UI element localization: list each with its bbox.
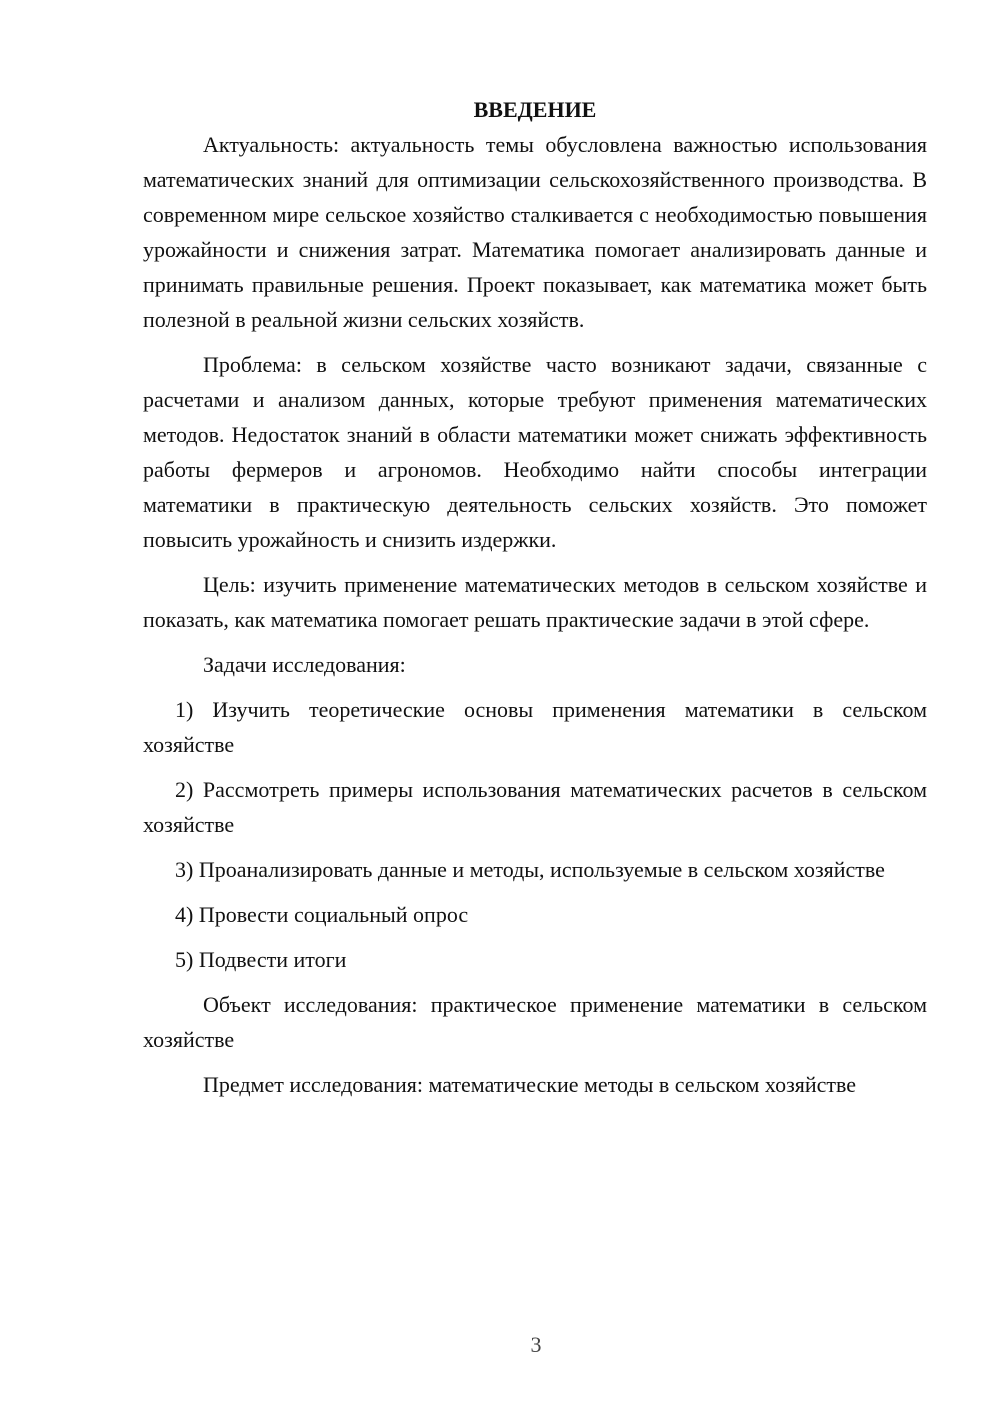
task-item: 4) Провести социальный опрос — [175, 902, 469, 927]
task-item: 5) Подвести итоги — [175, 947, 347, 972]
page-number: 3 — [530, 1332, 542, 1357]
task-item: 2) Рассмотреть примеры использования математических расчетов в сельском хозяйстве — [143, 777, 927, 837]
problem-paragraph: Проблема: в сельском хозяйстве часто возникают задачи, связанные с расчетами и анализом данных, которые требуют применения математических методов. Недостаток знаний в области математики может снижать эффективность работы фермеров и агрономов. Необходимо найти способы интеграции математики в практическую деятельность сельских хозяйств. Это поможет повысить урожайность и снизить издержки. — [143, 352, 927, 552]
object-paragraph: Объект исследования: практическое применение математики в сельском хозяйстве — [143, 992, 927, 1052]
subject-paragraph: Предмет исследования: математические методы в сельском хозяйстве — [203, 1072, 857, 1097]
task-item: 3) Проанализировать данные и методы, используемые в сельском хозяйстве — [175, 857, 885, 882]
page-title: ВВЕДЕНИЕ — [473, 97, 597, 122]
task-item: 1) Изучить теоретические основы применения математики в сельском хозяйстве — [143, 697, 927, 757]
relevance-paragraph: Актуальность: актуальность темы обусловлена важностью использования математических знаний для оптимизации сельскохозяйственного производства. В современном мире сельское хозяйство сталкивается с необходимостью повышения урожайности и снижения затрат. Математика помогает анализировать данные и принимать правильные решения. Проект показывает, как математика может быть полезной в реальной жизни сельских хозяйств. — [143, 132, 927, 332]
goal-paragraph: Цель: изучить применение математических методов в сельском хозяйстве и показать, как математика помогает решать практические задачи в этой сфере. — [143, 572, 927, 632]
document-page — [143, 92, 927, 1102]
tasks-heading: Задачи исследования: — [203, 652, 406, 677]
